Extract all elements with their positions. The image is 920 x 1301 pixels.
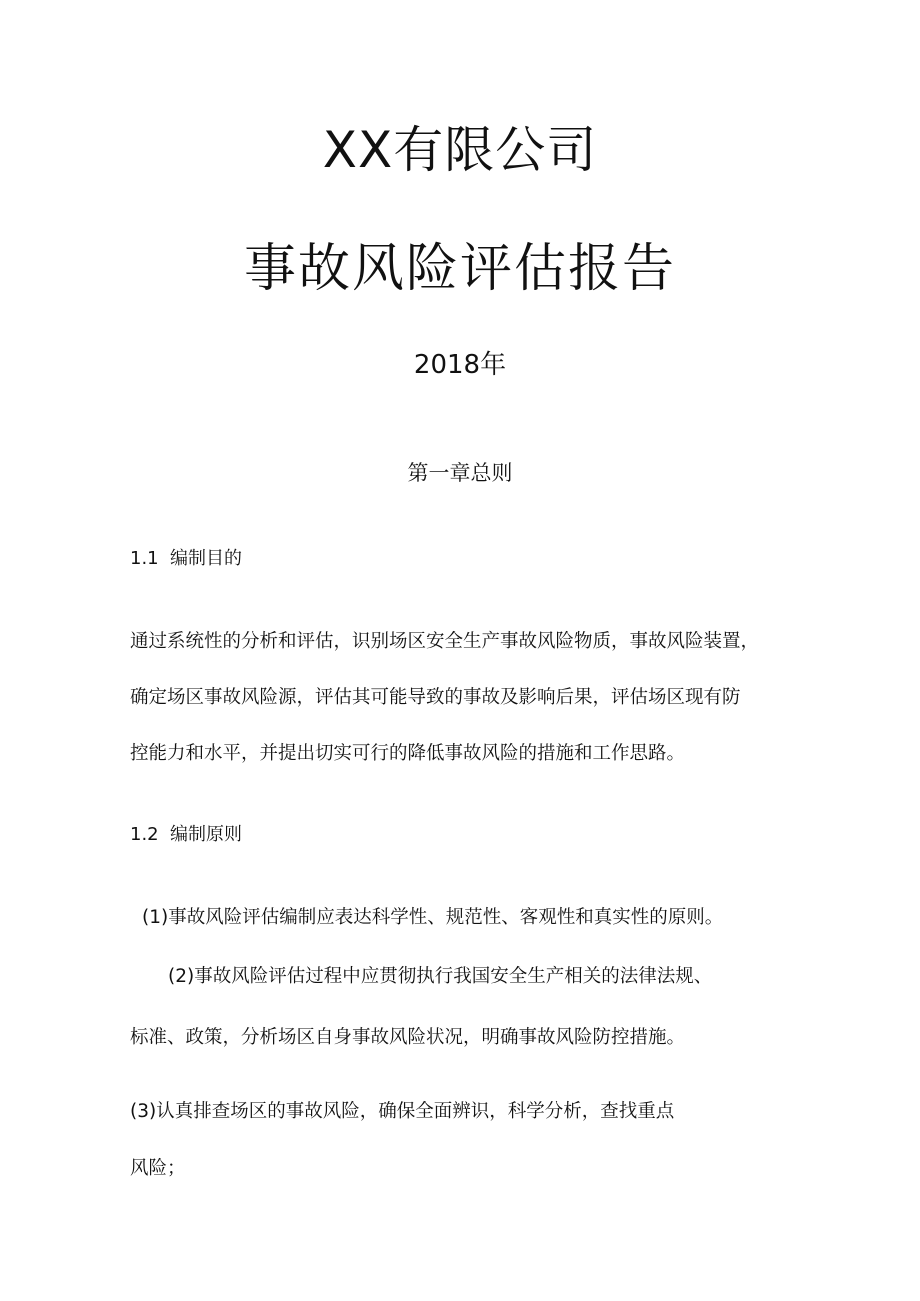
principle-item-1: (1)事故风险评估编制应表达科学性、规范性、客观性和真实性的原则。	[142, 907, 724, 928]
chapter-title: 第一章总则	[407, 461, 513, 485]
section-number: 1.2	[130, 824, 159, 845]
principle-item-3-line-1: (3)认真排查场区的事故风险，确保全面辨识，科学分析，查找重点	[130, 1101, 675, 1122]
section-title: 编制目的	[170, 548, 242, 569]
paragraph-line: 通过系统性的分析和评估，识别场区安全生产事故风险物质，事故风险装置，	[130, 631, 760, 652]
paragraph-line: 控能力和水平，并提出切实可行的降低事故风险的措施和工作思路。	[130, 743, 686, 764]
report-year: 2018年	[413, 350, 507, 380]
principle-item-2-line-1: (2)事故风险评估过程中应贯彻执行我国安全生产相关的法律法规、	[168, 966, 713, 987]
section-number: 1.1	[130, 548, 159, 569]
principle-item-2-line-2: 标准、政策，分析场区自身事故风险状况，明确事故风险防控措施。	[130, 1027, 686, 1048]
company-title: XX有限公司	[322, 121, 598, 179]
paragraph-line: 确定场区事故风险源，评估其可能导致的事故及影响后果，评估场区现有防	[130, 687, 741, 708]
section-heading-1-1	[130, 546, 242, 572]
section-title: 编制原则	[170, 824, 242, 845]
principle-item-3-line-2: 风险；	[130, 1158, 186, 1179]
report-title: 事故风险评估报告	[243, 239, 676, 299]
section-heading-1-2	[130, 822, 242, 848]
